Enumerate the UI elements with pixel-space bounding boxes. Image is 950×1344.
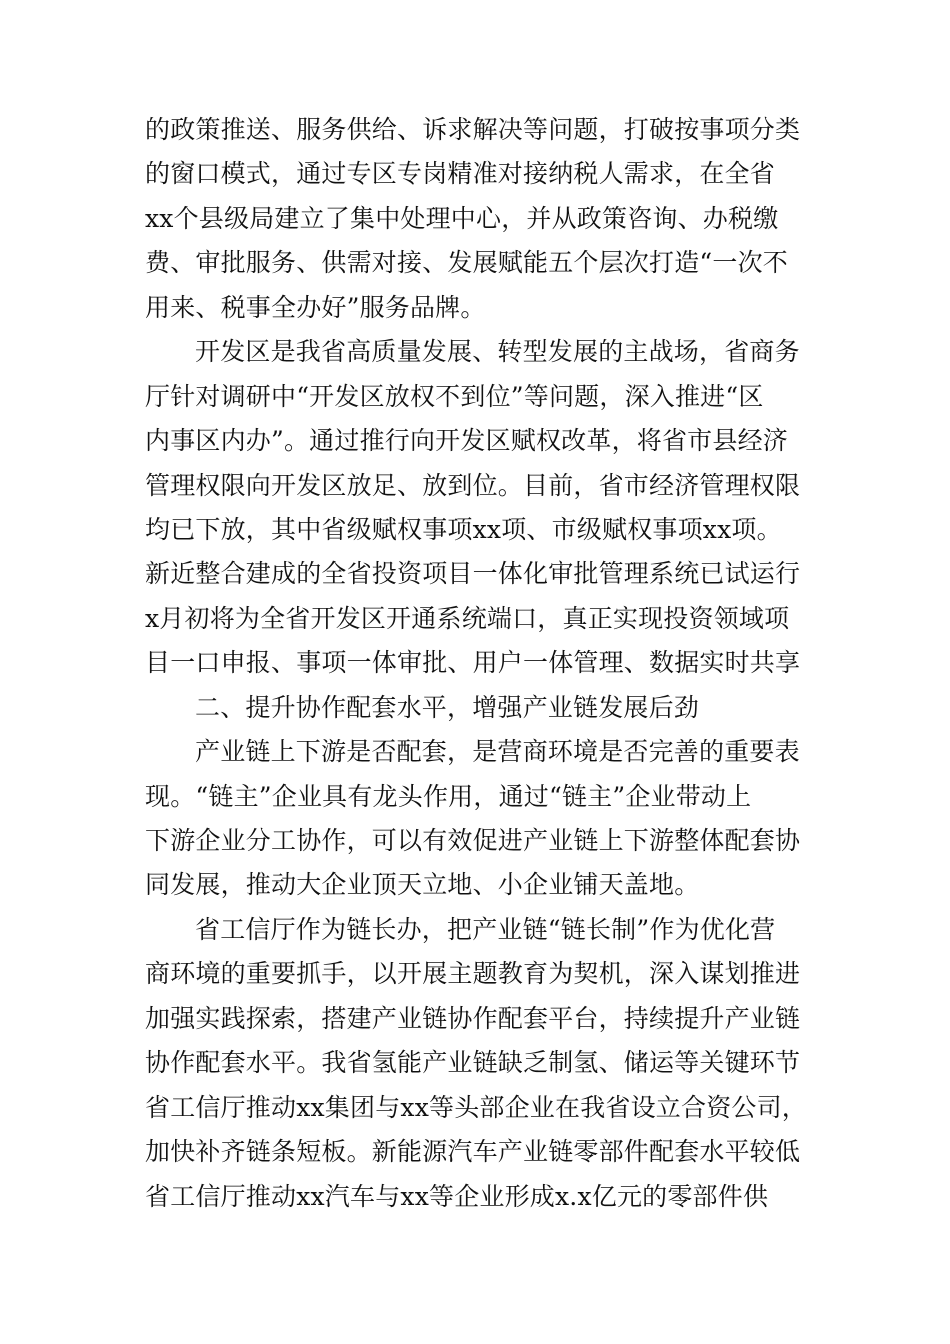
text-line-9: 管理权限向开发区放足、放到位。目前，省市经济管理权限: [145, 470, 801, 500]
text-line-5: 用来、税事全办好”服务品牌。: [145, 292, 486, 322]
text-line-20: 商环境的重要抓手，以开展主题教育为契机，深入谋划推进: [145, 959, 801, 989]
body-text: [145, 108, 805, 1219]
text-line-4: 费、审批服务、供需对接、发展赋能五个层次打造“一次不: [145, 248, 788, 278]
text-line-24: 加快补齐链条短板。新能源汽车产业链零部件配套水平较低: [145, 1137, 801, 1167]
text-line-8: 内事区内办”。通过推行向开发区赋权改革，将省市县经济: [145, 426, 788, 456]
text-line-21: 加强实践探索，搭建产业链协作配套平台，持续提升产业链: [145, 1003, 801, 1033]
text-line-1: 的政策推送、服务供给、诉求解决等问题，打破按事项分类: [145, 115, 801, 144]
text-line-13: 目一口申报、事项一体审批、用户一体管理、数据实时共享: [145, 648, 801, 678]
text-line-10: 均已下放，其中省级赋权事项xx项、市级赋权事项xx项。: [145, 514, 782, 544]
text-line-17: 下游企业分工协作，可以有效促进产业链上下游整体配套协: [145, 826, 801, 855]
text-line-19: 省工信厅作为链长办，把产业链“链长制”作为优化营: [195, 914, 776, 944]
text-line-23: 省工信厅推动xx集团与xx等头部企业在我省设立合资公司，: [145, 1092, 807, 1122]
text-line-11: 新近整合建成的全省投资项目一体化审批管理系统已试运行: [145, 559, 801, 589]
text-line-15: 产业链上下游是否配套，是营商环境是否完善的重要表: [195, 737, 800, 767]
text-line-25: 省工信厅推动xx汽车与xx等企业形成x.x亿元的零部件供: [145, 1181, 769, 1211]
text-line-2: 的窗口模式，通过专区专岗精准对接纳税人需求，在全省: [145, 159, 776, 189]
text-line-7: 厅针对调研中“开发区放权不到位”等问题，深入推进“区: [145, 381, 764, 411]
text-line-12: x月初将为全省开发区开通系统端口，真正实现投资领域项: [145, 603, 790, 633]
text-line-16: 现。“链主”企业具有龙头作用，通过“链主”企业带动上: [145, 781, 752, 811]
text-line-18: 同发展，推动大企业顶天立地、小企业铺天盖地。: [145, 870, 700, 900]
section-heading: 二、提升协作配套水平，增强产业链发展后劲: [195, 692, 700, 722]
text-line-6: 开发区是我省高质量发展、转型发展的主战场，省商务: [195, 337, 800, 367]
text-line-22: 协作配套水平。我省氢能产业链缺乏制氢、储运等关键环节: [145, 1048, 801, 1078]
text-line-3: xx个县级局建立了集中处理中心，并从政策咨询、办税缴: [145, 203, 779, 233]
